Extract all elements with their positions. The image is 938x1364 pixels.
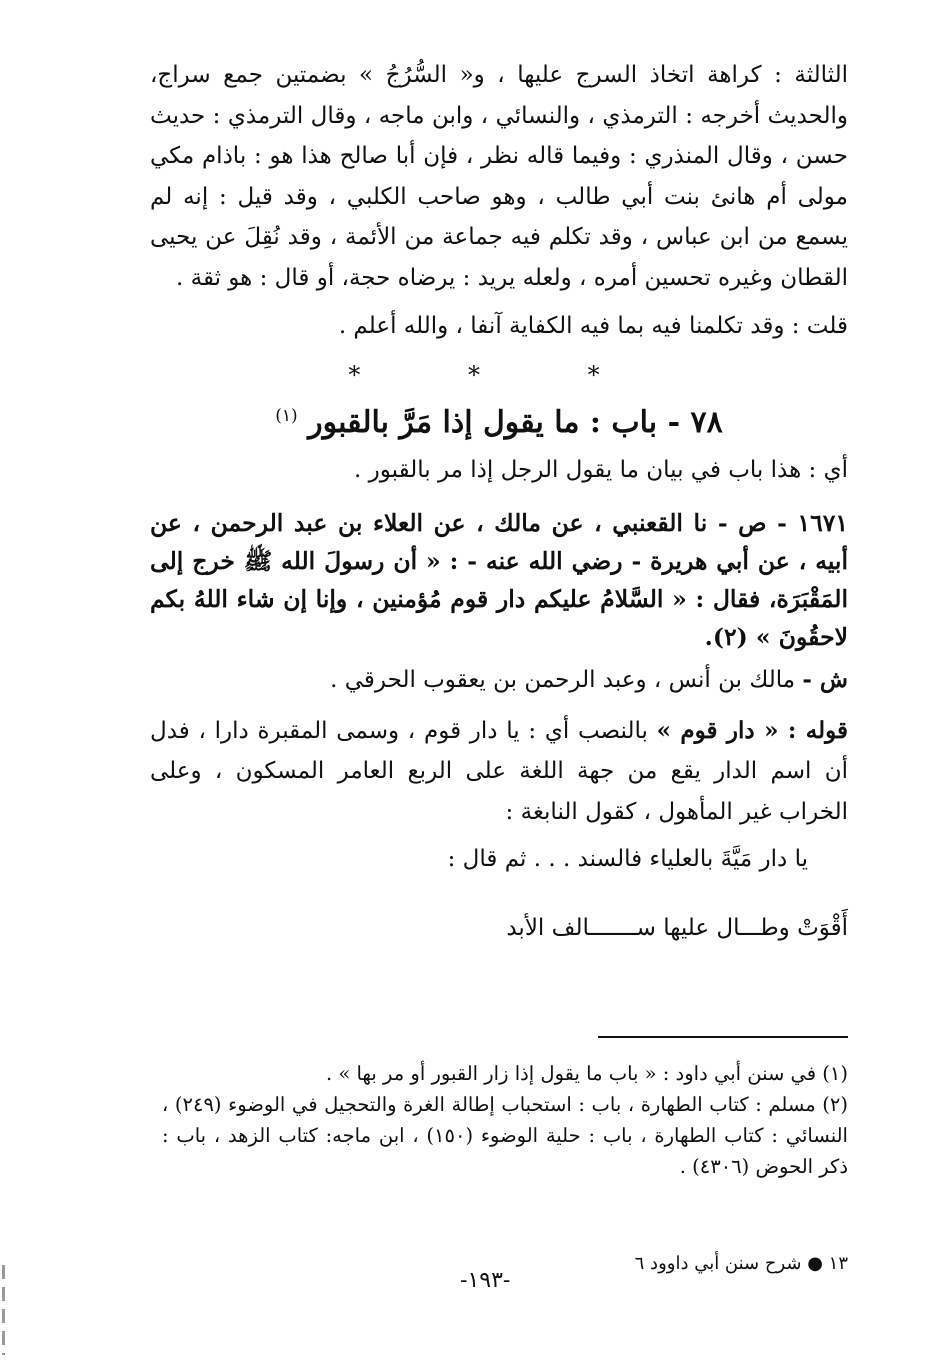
poem-verse-2: أَقْوَتْ وطـــال عليها ســـــــالف الأبد	[506, 915, 848, 941]
sharh-paragraph	[150, 660, 848, 701]
footnotes	[162, 1058, 848, 1182]
chapter-title: ٧٨ - باب : ما يقول إذا مَرَّ بالقبور	[308, 404, 723, 440]
commentary-lead: قوله : « دار قوم »	[656, 716, 849, 744]
paragraph-1: الثالثة : كراهة اتخاذ السرج عليها ، و« السُّرُجُ » بضمتين جمع سراج، والحديث أخرجه : الترمذي ، والنسائي ، وابن ماجه ، وقال الترمذي : حديث حسن ، وقال المنذري : وفيما قاله نظر ، فإن أبا صالح هذا هو : باذام مكي مولى أم هانئ بنت أبي طالب ، وهو صاحب الكلبي ، وقد قيل : إنه لم يسمع من ابن عباس ، وقد تكلم فيه جماعة من الأئمة ، وقد نُقِلَ عن يحيى القطان وغيره تحسين أمره ، ولعله يريد : يرضاه حجة، أو قال : هو ثقة .	[150, 62, 848, 291]
paragraph-2: قلت : وقد تكلمنا فيه بما فيه الكفاية آنفا ، والله أعلم .	[338, 313, 848, 339]
page-footer	[0, 1252, 938, 1312]
page-body	[150, 55, 848, 974]
chapter-footnote-ref: (١)	[275, 405, 298, 426]
chapter-heading	[150, 393, 848, 446]
commentary-paragraph	[150, 711, 848, 833]
poem-verse-1: يا دار مَيَّةَ بالعلياء فالسند . . . ثم قال :	[447, 846, 808, 872]
footnote-2: (٢) مسلم : كتاب الطهارة ، باب : استحباب إطالة الغرة والتحجيل في الوضوء (٢٤٩) ، النسائي : كتاب الطهارة ، باب : حلية الوضوء (١٥٠) ، ابن ماجه: كتاب الزهد ، باب : ذكر الحوض (٤٣٠٦) .	[162, 1093, 848, 1178]
commentary-text: بالنصب أي : يا دار قوم ، وسمى المقبرة دارا ، فدل أن اسم الدار يقع من جهة اللغة على الربع العامر المسكون ، وعلى الخراب غير المأهول ، كقول النابغة :	[150, 717, 848, 825]
sharh-lead: ش -	[802, 666, 848, 693]
footnote-1: (١) في سنن أبي داود : « باب ما يقول إذا زار القبور أو مر بها » .	[325, 1062, 848, 1085]
sharh-text: مالك بن أنس ، وعبد الرحمن بن يعقوب الحرقي .	[330, 667, 796, 693]
footnote-separator	[598, 1036, 848, 1038]
section-separator: * * *	[348, 360, 650, 389]
hadith-text: ١٦٧١ - ص - نا القعنبي ، عن مالك ، عن العلاء بن عبد الرحمن ، عن أبيه ، عن أبي هريرة - رضي الله عنه - : « أن رسولَ الله ﷺ خرج إلى المَقْبَرَة، فقال : « السَّلامُ عليكم دار قوم مُؤمنين ، وإنا إن شاء اللهُ بكم لاحقُونَ » (٢).	[150, 509, 848, 651]
page-number: -١٩٣-	[460, 1268, 511, 1293]
signature-mark: ١٣ ● شرح سنن أبي داوود ٦	[634, 1253, 848, 1274]
scan-margin-marks	[2, 1265, 5, 1355]
chapter-explanation: أي : هذا باب في بيان ما يقول الرجل إذا مر بالقبور .	[354, 456, 848, 483]
